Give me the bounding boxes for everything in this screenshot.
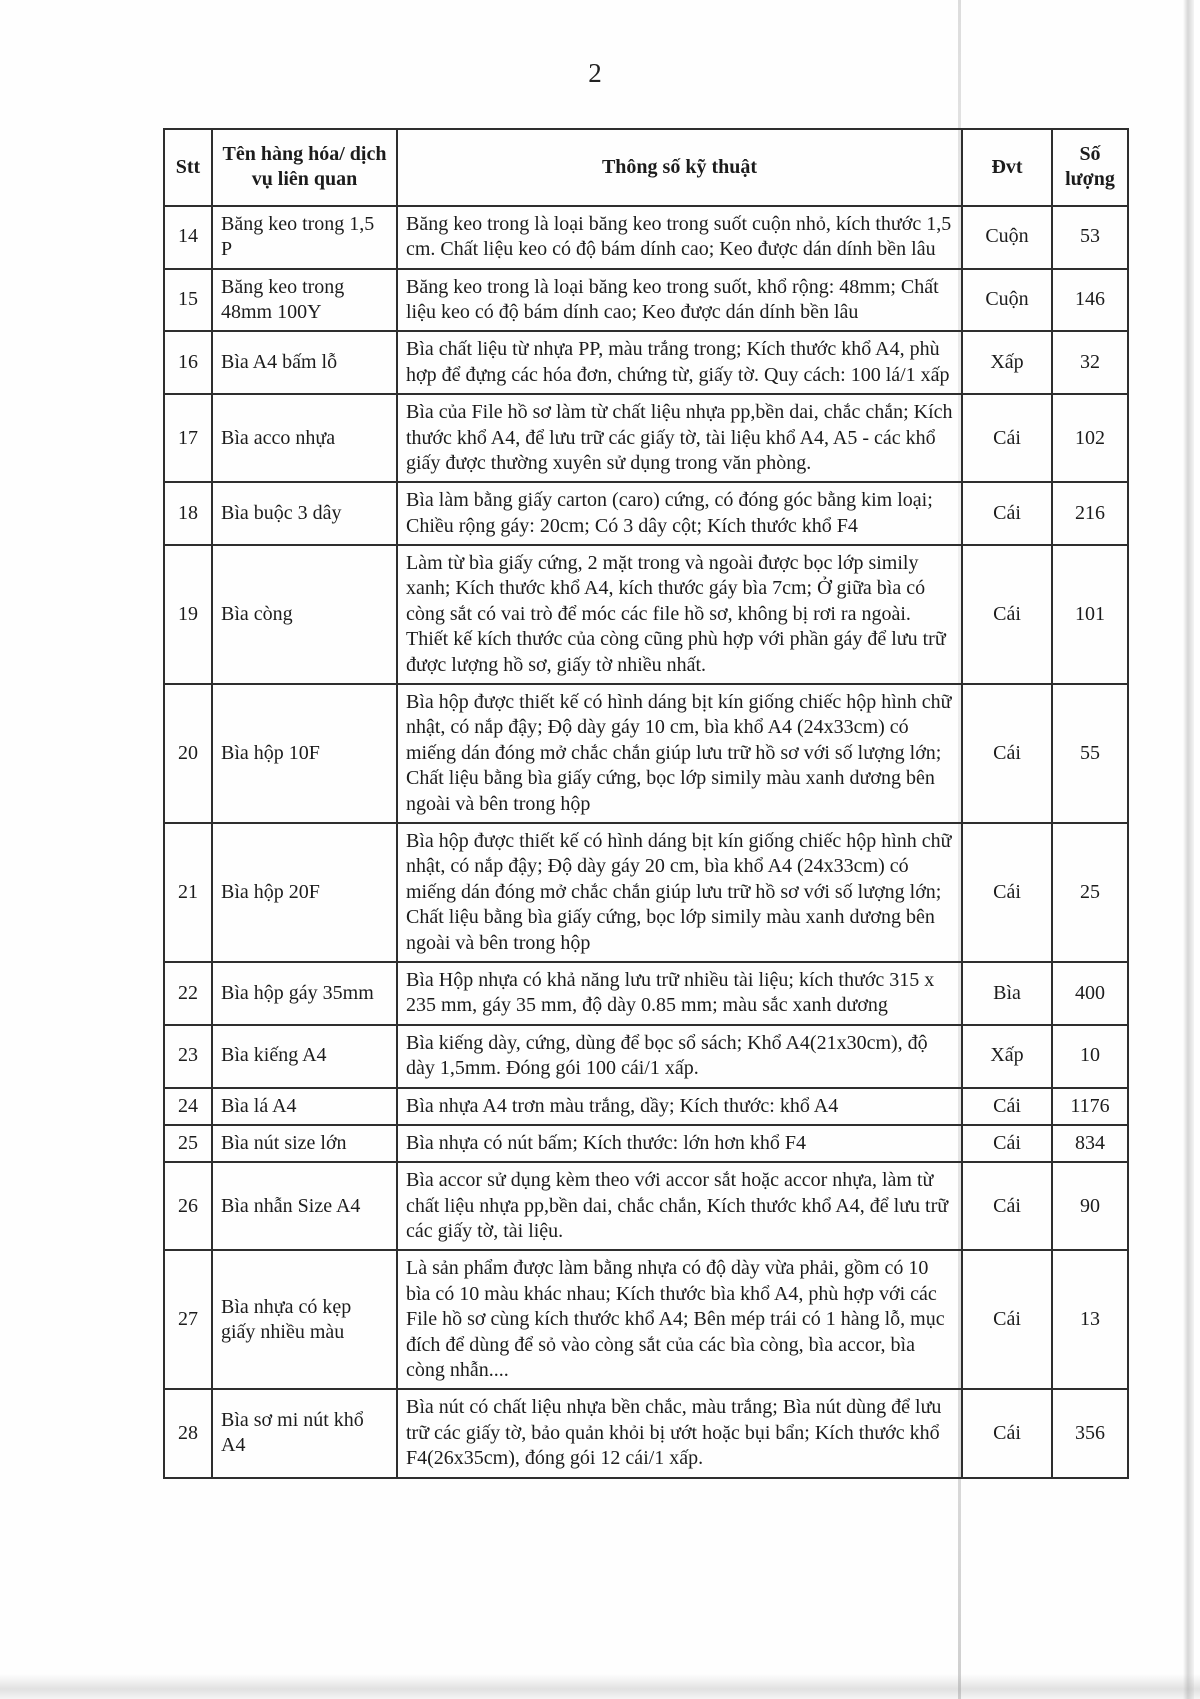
cell-stt: 21 <box>164 823 212 962</box>
cell-quantity: 32 <box>1052 331 1128 394</box>
cell-unit: Cái <box>962 1250 1052 1389</box>
cell-unit: Cái <box>962 1162 1052 1250</box>
cell-spec: Bìa hộp được thiết kế có hình dáng bịt kín giống chiếc hộp hình chữ nhật, có nắp đậy; Độ dày gáy 10 cm, bìa khổ A4 (24x33cm) có miếng dán đóng mở chắc chắn giúp lưu trữ hồ sơ với số lượng lớn; Chất liệu bằng bìa giấy cứng, bọc lớp simily màu xanh dương bên ngoài và bên trong hộp <box>397 684 962 823</box>
scan-edge-shadow-bottom <box>0 1674 1200 1699</box>
table-row <box>164 1088 1128 1125</box>
cell-stt: 19 <box>164 545 212 684</box>
cell-item-name: Bìa hộp 10F <box>212 684 397 823</box>
cell-item-name: Bìa kiếng A4 <box>212 1025 397 1088</box>
cell-quantity: 146 <box>1052 269 1128 332</box>
cell-quantity: 834 <box>1052 1125 1128 1162</box>
cell-item-name: Bìa hộp gáy 35mm <box>212 962 397 1025</box>
cell-stt: 17 <box>164 394 212 482</box>
table-row <box>164 823 1128 962</box>
cell-quantity: 13 <box>1052 1250 1128 1389</box>
cell-spec: Bìa kiếng dày, cứng, dùng để bọc sổ sách; Khổ A4(21x30cm), độ dày 1,5mm. Đóng gói 100 cái/1 xấp. <box>397 1025 962 1088</box>
cell-stt: 23 <box>164 1025 212 1088</box>
cell-quantity: 90 <box>1052 1162 1128 1250</box>
cell-stt: 16 <box>164 331 212 394</box>
cell-stt: 20 <box>164 684 212 823</box>
cell-quantity: 55 <box>1052 684 1128 823</box>
col-header-spec: Thông số kỹ thuật <box>397 129 962 206</box>
cell-spec: Bìa nút có chất liệu nhựa bền chắc, màu trắng; Bìa nút dùng để lưu trữ các giấy tờ, bảo quản khỏi bị ướt hoặc bụi bẩn; Kích thước khổ F4(26x35cm), đóng gói 12 cái/1 xấp. <box>397 1389 962 1477</box>
cell-unit: Cuộn <box>962 206 1052 269</box>
cell-item-name: Bìa sơ mi nút khổ A4 <box>212 1389 397 1477</box>
cell-spec: Bìa Hộp nhựa có khả năng lưu trữ nhiều tài liệu; kích thước 315 x 235 mm, gáy 35 mm, độ dày 0.85 mm; màu sắc xanh dương <box>397 962 962 1025</box>
cell-item-name: Bìa lá A4 <box>212 1088 397 1125</box>
table-row <box>164 1025 1128 1088</box>
cell-spec: Bìa hộp được thiết kế có hình dáng bịt kín giống chiếc hộp hình chữ nhật, có nắp đậy; Độ dày gáy 20 cm, bìa khổ A4 (24x33cm) có miếng dán đóng mở chắc chắn giúp lưu trữ hồ sơ với số lượng lớn; Chất liệu bằng bìa giấy cứng, bọc lớp simily màu xanh dương bên ngoài và bên trong hộp <box>397 823 962 962</box>
cell-spec: Bìa của File hồ sơ làm từ chất liệu nhựa pp,bền dai, chắc chắn; Kích thước khổ A4, để lưu trữ các giấy tờ, tài liệu khổ A4, A5 - các khổ giấy được thường xuyên sử dụng trong văn phòng. <box>397 394 962 482</box>
col-header-name: Tên hàng hóa/ dịch vụ liên quan <box>212 129 397 206</box>
scan-edge-shadow-right <box>1183 0 1194 1699</box>
table-row <box>164 1162 1128 1250</box>
cell-stt: 18 <box>164 482 212 545</box>
cell-stt: 14 <box>164 206 212 269</box>
cell-spec: Băng keo trong là loại băng keo trong suốt, khổ rộng: 48mm; Chất liệu keo có độ bám dính cao; Keo được dán dính bền lâu <box>397 269 962 332</box>
cell-quantity: 400 <box>1052 962 1128 1025</box>
col-header-stt: Stt <box>164 129 212 206</box>
cell-spec: Bìa chất liệu từ nhựa PP, màu trắng trong; Kích thước khổ A4, phù hợp để đựng các hóa đơn, chứng từ, giấy tờ. Quy cách: 100 lá/1 xấp <box>397 331 962 394</box>
cell-unit: Cái <box>962 545 1052 684</box>
cell-unit: Cái <box>962 394 1052 482</box>
cell-unit: Cái <box>962 1389 1052 1477</box>
table-row <box>164 962 1128 1025</box>
cell-quantity: 10 <box>1052 1025 1128 1088</box>
cell-item-name: Bìa hộp 20F <box>212 823 397 962</box>
table-row <box>164 482 1128 545</box>
cell-stt: 24 <box>164 1088 212 1125</box>
table-row <box>164 545 1128 684</box>
table-row <box>164 1389 1128 1477</box>
header-row <box>164 129 1128 206</box>
cell-quantity: 356 <box>1052 1389 1128 1477</box>
table-row <box>164 331 1128 394</box>
table-row <box>164 1250 1128 1389</box>
col-header-unit: Đvt <box>962 129 1052 206</box>
cell-spec: Băng keo trong là loại băng keo trong suốt cuộn nhỏ, kích thước 1,5 cm. Chất liệu keo có độ bám dính cao; Keo được dán dính bền lâu <box>397 206 962 269</box>
cell-unit: Cái <box>962 482 1052 545</box>
table-row <box>164 206 1128 269</box>
cell-unit: Cái <box>962 1125 1052 1162</box>
table-row <box>164 269 1128 332</box>
cell-stt: 15 <box>164 269 212 332</box>
items-table <box>163 128 1129 1479</box>
cell-quantity: 53 <box>1052 206 1128 269</box>
table-row <box>164 394 1128 482</box>
cell-item-name: Bìa A4 bấm lỗ <box>212 331 397 394</box>
cell-item-name: Băng keo trong 48mm 100Y <box>212 269 397 332</box>
cell-spec: Là sản phẩm được làm bằng nhựa có độ dày vừa phải, gồm có 10 bìa có 10 màu khác nhau; Kích thước bìa khổ A4, phù hợp với các File hồ sơ cùng kích thước khổ A4; Bên mép trái có 1 hàng lỗ, mục đích để dùng để sỏ vào còng sắt của các bìa còng, bìa accor, bìa còng nhẫn.... <box>397 1250 962 1389</box>
cell-quantity: 101 <box>1052 545 1128 684</box>
cell-stt: 25 <box>164 1125 212 1162</box>
table-header <box>164 129 1128 206</box>
cell-stt: 26 <box>164 1162 212 1250</box>
cell-spec: Bìa nhựa A4 trơn màu trắng, dầy; Kích thước: khổ A4 <box>397 1088 962 1125</box>
cell-item-name: Bìa nhẫn Size A4 <box>212 1162 397 1250</box>
cell-item-name: Bìa buộc 3 dây <box>212 482 397 545</box>
cell-item-name: Bìa acco nhựa <box>212 394 397 482</box>
col-header-qty: Số lượng <box>1052 129 1128 206</box>
page-number: 2 <box>588 58 602 88</box>
cell-spec: Bìa accor sử dụng kèm theo với accor sắt hoặc accor nhựa, làm từ chất liệu nhựa pp,bền dai, chắc chắn, Kích thước khổ A4, để lưu trữ các giấy tờ, tài liệu. <box>397 1162 962 1250</box>
cell-quantity: 1176 <box>1052 1088 1128 1125</box>
cell-unit: Cái <box>962 1088 1052 1125</box>
cell-quantity: 102 <box>1052 394 1128 482</box>
cell-stt: 22 <box>164 962 212 1025</box>
cell-item-name: Bìa nhựa có kẹp giấy nhiều màu <box>212 1250 397 1389</box>
cell-spec: Bìa nhựa có nút bấm; Kích thước: lớn hơn khổ F4 <box>397 1125 962 1162</box>
cell-spec: Làm từ bìa giấy cứng, 2 mặt trong và ngoài được bọc lớp simily xanh; Kích thước khổ A4, kích thước gáy bìa 7cm; Ở giữa bìa có còng sắt có vai trò để móc các file hồ sơ, không bị rơi ra ngoài. Thiết kế kích thước của còng cũng phù hợp với phần gáy để lưu trữ được lượng hồ sơ, giấy tờ nhiều nhất. <box>397 545 962 684</box>
cell-unit: Cuộn <box>962 269 1052 332</box>
cell-unit: Xấp <box>962 331 1052 394</box>
cell-unit: Bìa <box>962 962 1052 1025</box>
cell-item-name: Bìa nút size lớn <box>212 1125 397 1162</box>
cell-quantity: 216 <box>1052 482 1128 545</box>
cell-spec: Bìa làm bằng giấy carton (caro) cứng, có đóng góc bằng kim loại; Chiều rộng gáy: 20cm; Có 3 dây cột; Kích thước khổ F4 <box>397 482 962 545</box>
table-body <box>164 206 1128 1478</box>
cell-item-name: Bìa còng <box>212 545 397 684</box>
cell-stt: 28 <box>164 1389 212 1477</box>
cell-unit: Cái <box>962 684 1052 823</box>
cell-unit: Cái <box>962 823 1052 962</box>
table-row <box>164 1125 1128 1162</box>
cell-quantity: 25 <box>1052 823 1128 962</box>
cell-unit: Xấp <box>962 1025 1052 1088</box>
table-row <box>164 684 1128 823</box>
cell-stt: 27 <box>164 1250 212 1389</box>
cell-item-name: Băng keo trong 1,5 P <box>212 206 397 269</box>
